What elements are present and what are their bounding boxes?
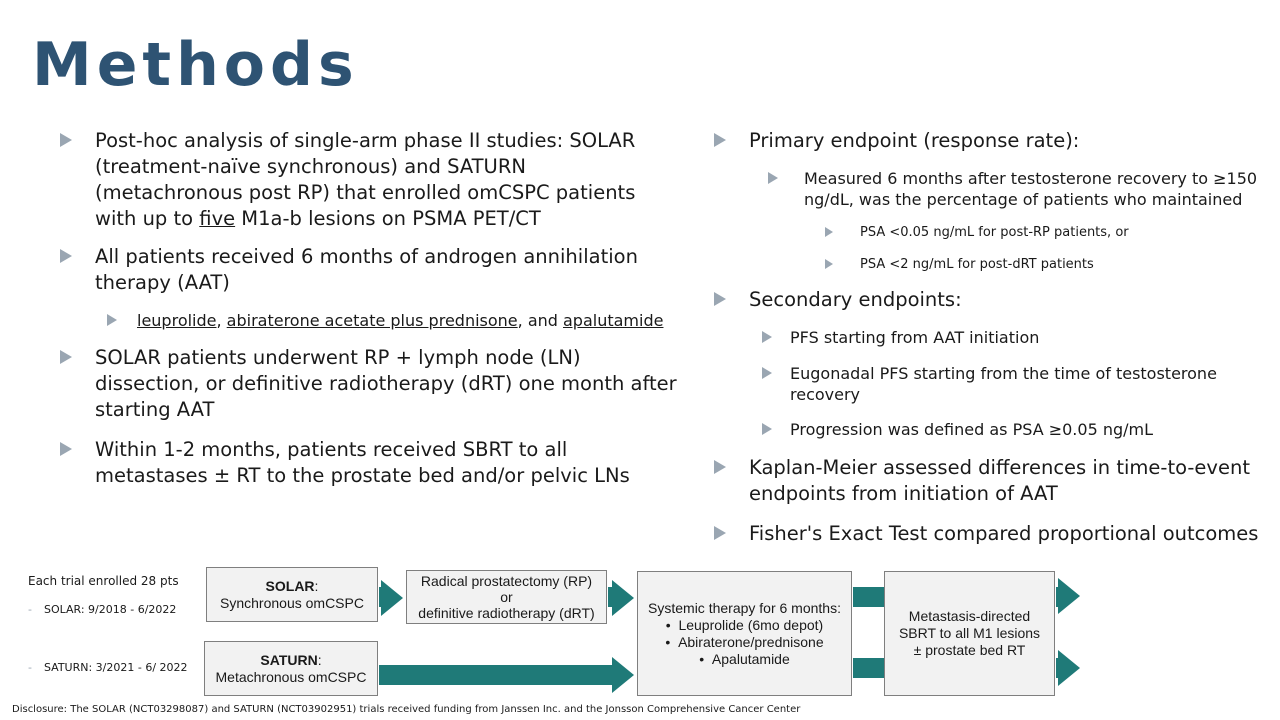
flow-connector-bottom (853, 658, 884, 678)
mdt-box: Metastasis-directed SBRT to all M1 lesions ± prostate bed RT (884, 571, 1055, 696)
bullet-arrow-icon (714, 526, 726, 540)
right-sub-bullet-pfs: PFS starting from AAT initiation (790, 327, 1260, 348)
left-bullet-3: SOLAR patients underwent RP + lymph node (LN) dissection, or definitive radiotherapy (dRT) one month after starting AAT (0, 345, 680, 423)
disclosure: Disclosure: The SOLAR (NCT03298087) and SATURN (NCT03902951) trials received funding from Janssen Inc. and the Jonsson Comprehensive Cancer Center (12, 704, 801, 715)
bullet-arrow-icon (714, 133, 726, 147)
enrolled-label: Each trial enrolled 28 pts (28, 574, 179, 588)
solar-dates: - SOLAR: 9/2018 - 6/2022 (28, 603, 177, 616)
flow-arrow-saturn-shaft (379, 665, 613, 685)
local-therapy-box: Radical prostatectomy (RP) or definitive radiotherapy (dRT) (406, 570, 607, 624)
left-column-b4 (0, 437, 680, 489)
right-subsub-psa-drt: PSA <2 ng/mL for post-dRT patients (860, 256, 1260, 273)
bullet-arrow-icon (60, 442, 72, 456)
page-title: Methods (32, 30, 359, 100)
right-bullet-4: Fisher's Exact Test compared proportional outcomes (654, 521, 1280, 547)
subsub-bullet-arrow-icon (825, 259, 833, 269)
bullet-arrow-icon (60, 133, 72, 147)
flow-arrow-out-top-head (1058, 578, 1080, 614)
left-sub-bullet-drugs: leuprolide, abiraterone acetate plus prednisone, and apalutamide (137, 310, 697, 331)
sub-bullet-arrow-icon (107, 314, 117, 326)
right-bullet-1: Primary endpoint (response rate): (654, 128, 1274, 154)
flow-arrow-out-bottom-head (1058, 650, 1080, 686)
flow-arrow-solar-head (381, 580, 403, 616)
sub-bullet-arrow-icon (762, 367, 772, 379)
bullet-arrow-icon (60, 249, 72, 263)
sub-bullet-arrow-icon (768, 172, 778, 184)
right-bullet-2: Secondary endpoints: (654, 287, 1274, 313)
bullet-arrow-icon (60, 350, 72, 364)
bullet-arrow-icon (714, 292, 726, 306)
saturn-box: SATURN: Metachronous omCSPC (204, 641, 378, 696)
subsub-bullet-arrow-icon (825, 227, 833, 237)
sub-bullet-arrow-icon (762, 423, 772, 435)
flow-connector-top (853, 587, 884, 607)
flow-arrow-saturn-head (612, 657, 634, 693)
systemic-therapy-box: Systemic therapy for 6 months: • Leuprolide (6mo depot) • Abiraterone/prednisone • Apalutamide (637, 571, 852, 696)
left-bullet-4: Within 1-2 months, patients received SBRT to all metastases ± RT to the prostate bed and/or pelvic LNs (0, 437, 680, 489)
sub-bullet-arrow-icon (762, 331, 772, 343)
left-column-b2 (0, 244, 680, 296)
left-column-b3 (0, 345, 680, 423)
left-bullet-1: Post-hoc analysis of single-arm phase II studies: SOLAR (treatment-naïve synchronous) and SATURN (metachronous post RP) that enrolled omCSPC patients with up to five M1a-b lesions on PSMA PET/CT (0, 128, 680, 232)
left-column (0, 128, 680, 232)
flow-arrow-local-head (612, 580, 634, 616)
bullet-arrow-icon (714, 460, 726, 474)
saturn-dates: - SATURN: 3/2021 - 6/ 2022 (28, 661, 188, 674)
right-bullet-3: Kaplan-Meier assessed differences in time-to-event endpoints from initiation of AAT (654, 455, 1274, 507)
right-sub-bullet-eugonadal: Eugonadal PFS starting from the time of testosterone recovery (790, 363, 1260, 405)
right-subsub-psa-rp: PSA <0.05 ng/mL for post-RP patients, or (860, 224, 1260, 241)
right-sub-bullet-measured: Measured 6 months after testosterone recovery to ≥150 ng/dL, was the percentage of patients who maintained (804, 168, 1264, 210)
left-bullet-2: All patients received 6 months of androgen annihilation therapy (AAT) (0, 244, 680, 296)
solar-box: SOLAR: Synchronous omCSPC (206, 567, 378, 622)
right-sub-bullet-progression: Progression was defined as PSA ≥0.05 ng/mL (790, 419, 1260, 440)
